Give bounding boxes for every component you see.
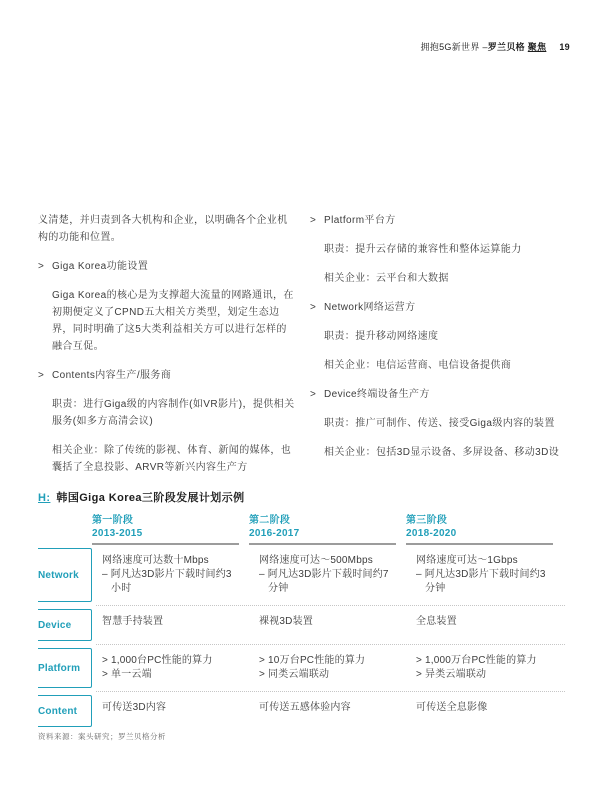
table-cell: 网络速度可达～1Gbps – 阿凡达3D影片下载时间约3分钟 [416,555,546,594]
row-label-device: Device [38,609,92,641]
paragraph: 相关企业：云平台和大数据 [324,273,449,284]
running-head [421,40,570,53]
bullet-title: Platform平台方 [324,215,396,226]
source-note: 资料来源：案头研究；罗兰贝格分析 [38,732,166,741]
table-cell: 可传送五感体验内容 [259,702,351,713]
paragraph: 职责：提升移动网络速度 [324,331,439,342]
row-label-platform: Platform [38,648,92,688]
row-label-content: Content [38,695,92,727]
brand-name: 罗兰贝格 [487,42,525,52]
phase-years: 2013-2015 [92,528,143,539]
paragraph: 职责：进行Giga级的内容制作(如VR影片)，提供相关服务(如多方高清会议) [52,399,295,427]
table-row [38,548,565,602]
bullet-item [310,386,568,403]
table-row [38,648,565,688]
exhibit-label: H: [38,492,51,504]
paragraph: 相关企业：除了传统的影视、体育、新闻的媒体，也囊括了全息投影、ARVR等新兴内容生产方 [52,445,292,473]
table-cell: 可传送全息影像 [416,702,488,713]
body-columns [38,212,568,488]
left-column [38,212,296,488]
column-header-phase3 [406,514,563,545]
bullet-marker: > [310,215,317,226]
exhibit-title-text: 韩国Giga Korea三阶段发展计划示例 [56,492,245,504]
phase-years: 2018-2020 [406,528,457,539]
table-cell: 智慧手持装置 [102,616,164,627]
paragraph: 相关企业：电信运营商、电信设备提供商 [324,360,512,371]
bullet-marker: > [38,370,45,381]
row-divider [96,691,565,692]
column-header-phase1 [92,514,249,545]
right-column [310,212,568,488]
row-divider [96,605,565,606]
column-header-phase2 [249,514,406,545]
bullet-item [310,299,568,316]
bullet-title: Giga Korea功能设置 [52,261,149,272]
bullet-item [38,258,296,275]
phase-years: 2016-2017 [249,528,300,539]
bullet-marker: > [310,302,317,313]
table-cell: 可传送3D内容 [102,702,167,713]
table-cell: 裸视3D装置 [259,616,313,627]
page-number: 19 [559,42,570,52]
bullet-item [310,212,568,229]
table-header-row [38,514,565,545]
series-name: 聚焦 [527,42,547,52]
bullet-title: Device终端设备生产方 [324,389,430,400]
exhibit-table [38,514,565,727]
table-cell: > 10万台PC性能的算力 > 同类云端联动 [259,655,366,680]
bullet-marker: > [310,389,317,400]
bullet-title: Network网络运营方 [324,302,416,313]
table-cell: 网络速度可达～500Mbps – 阿凡达3D影片下载时间约7分钟 [259,555,389,594]
report-title: 拥抱5G新世界 – [420,42,488,52]
phase-name: 第一阶段 [92,515,134,526]
bullet-item [38,367,296,384]
table-row [38,609,565,641]
bullet-marker: > [38,261,45,272]
phase-name: 第二阶段 [249,515,291,526]
header-spacer [38,514,92,545]
paragraph: 相关企业：包括3D显示设备、多屏设备、移动3D设 [324,447,560,458]
phase-name: 第三阶段 [406,515,448,526]
row-divider [96,644,565,645]
paragraph: 职责：提升云存储的兼容性和整体运算能力 [324,244,522,255]
table-cell: > 1,000台PC性能的算力 > 单一云端 [102,655,213,680]
bullet-title: Contents内容生产/服务商 [52,370,172,381]
paragraph: 义清楚，并归责到各大机构和企业，以明确各个企业机构的功能和位置。 [38,215,288,243]
table-row [38,695,565,727]
table-cell: 全息装置 [416,616,457,627]
paragraph: 职责：推广可制作、传送、接受Giga级内容的装置 [324,418,555,429]
table-cell: > 1,000万台PC性能的算力 > 异类云端联动 [416,655,537,680]
paragraph: Giga Korea的核心是为支撑超大流量的网路通讯，在初期便定义了CPND五大相关方类型，划定生态边界，同时明确了这5大类利益相关方可以进行怎样的融合互促。 [52,290,294,352]
row-label-network: Network [38,548,92,602]
exhibit-title [38,489,245,505]
table-cell: 网络速度可达数十Mbps – 阿凡达3D影片下载时间约3小时 [102,555,232,594]
